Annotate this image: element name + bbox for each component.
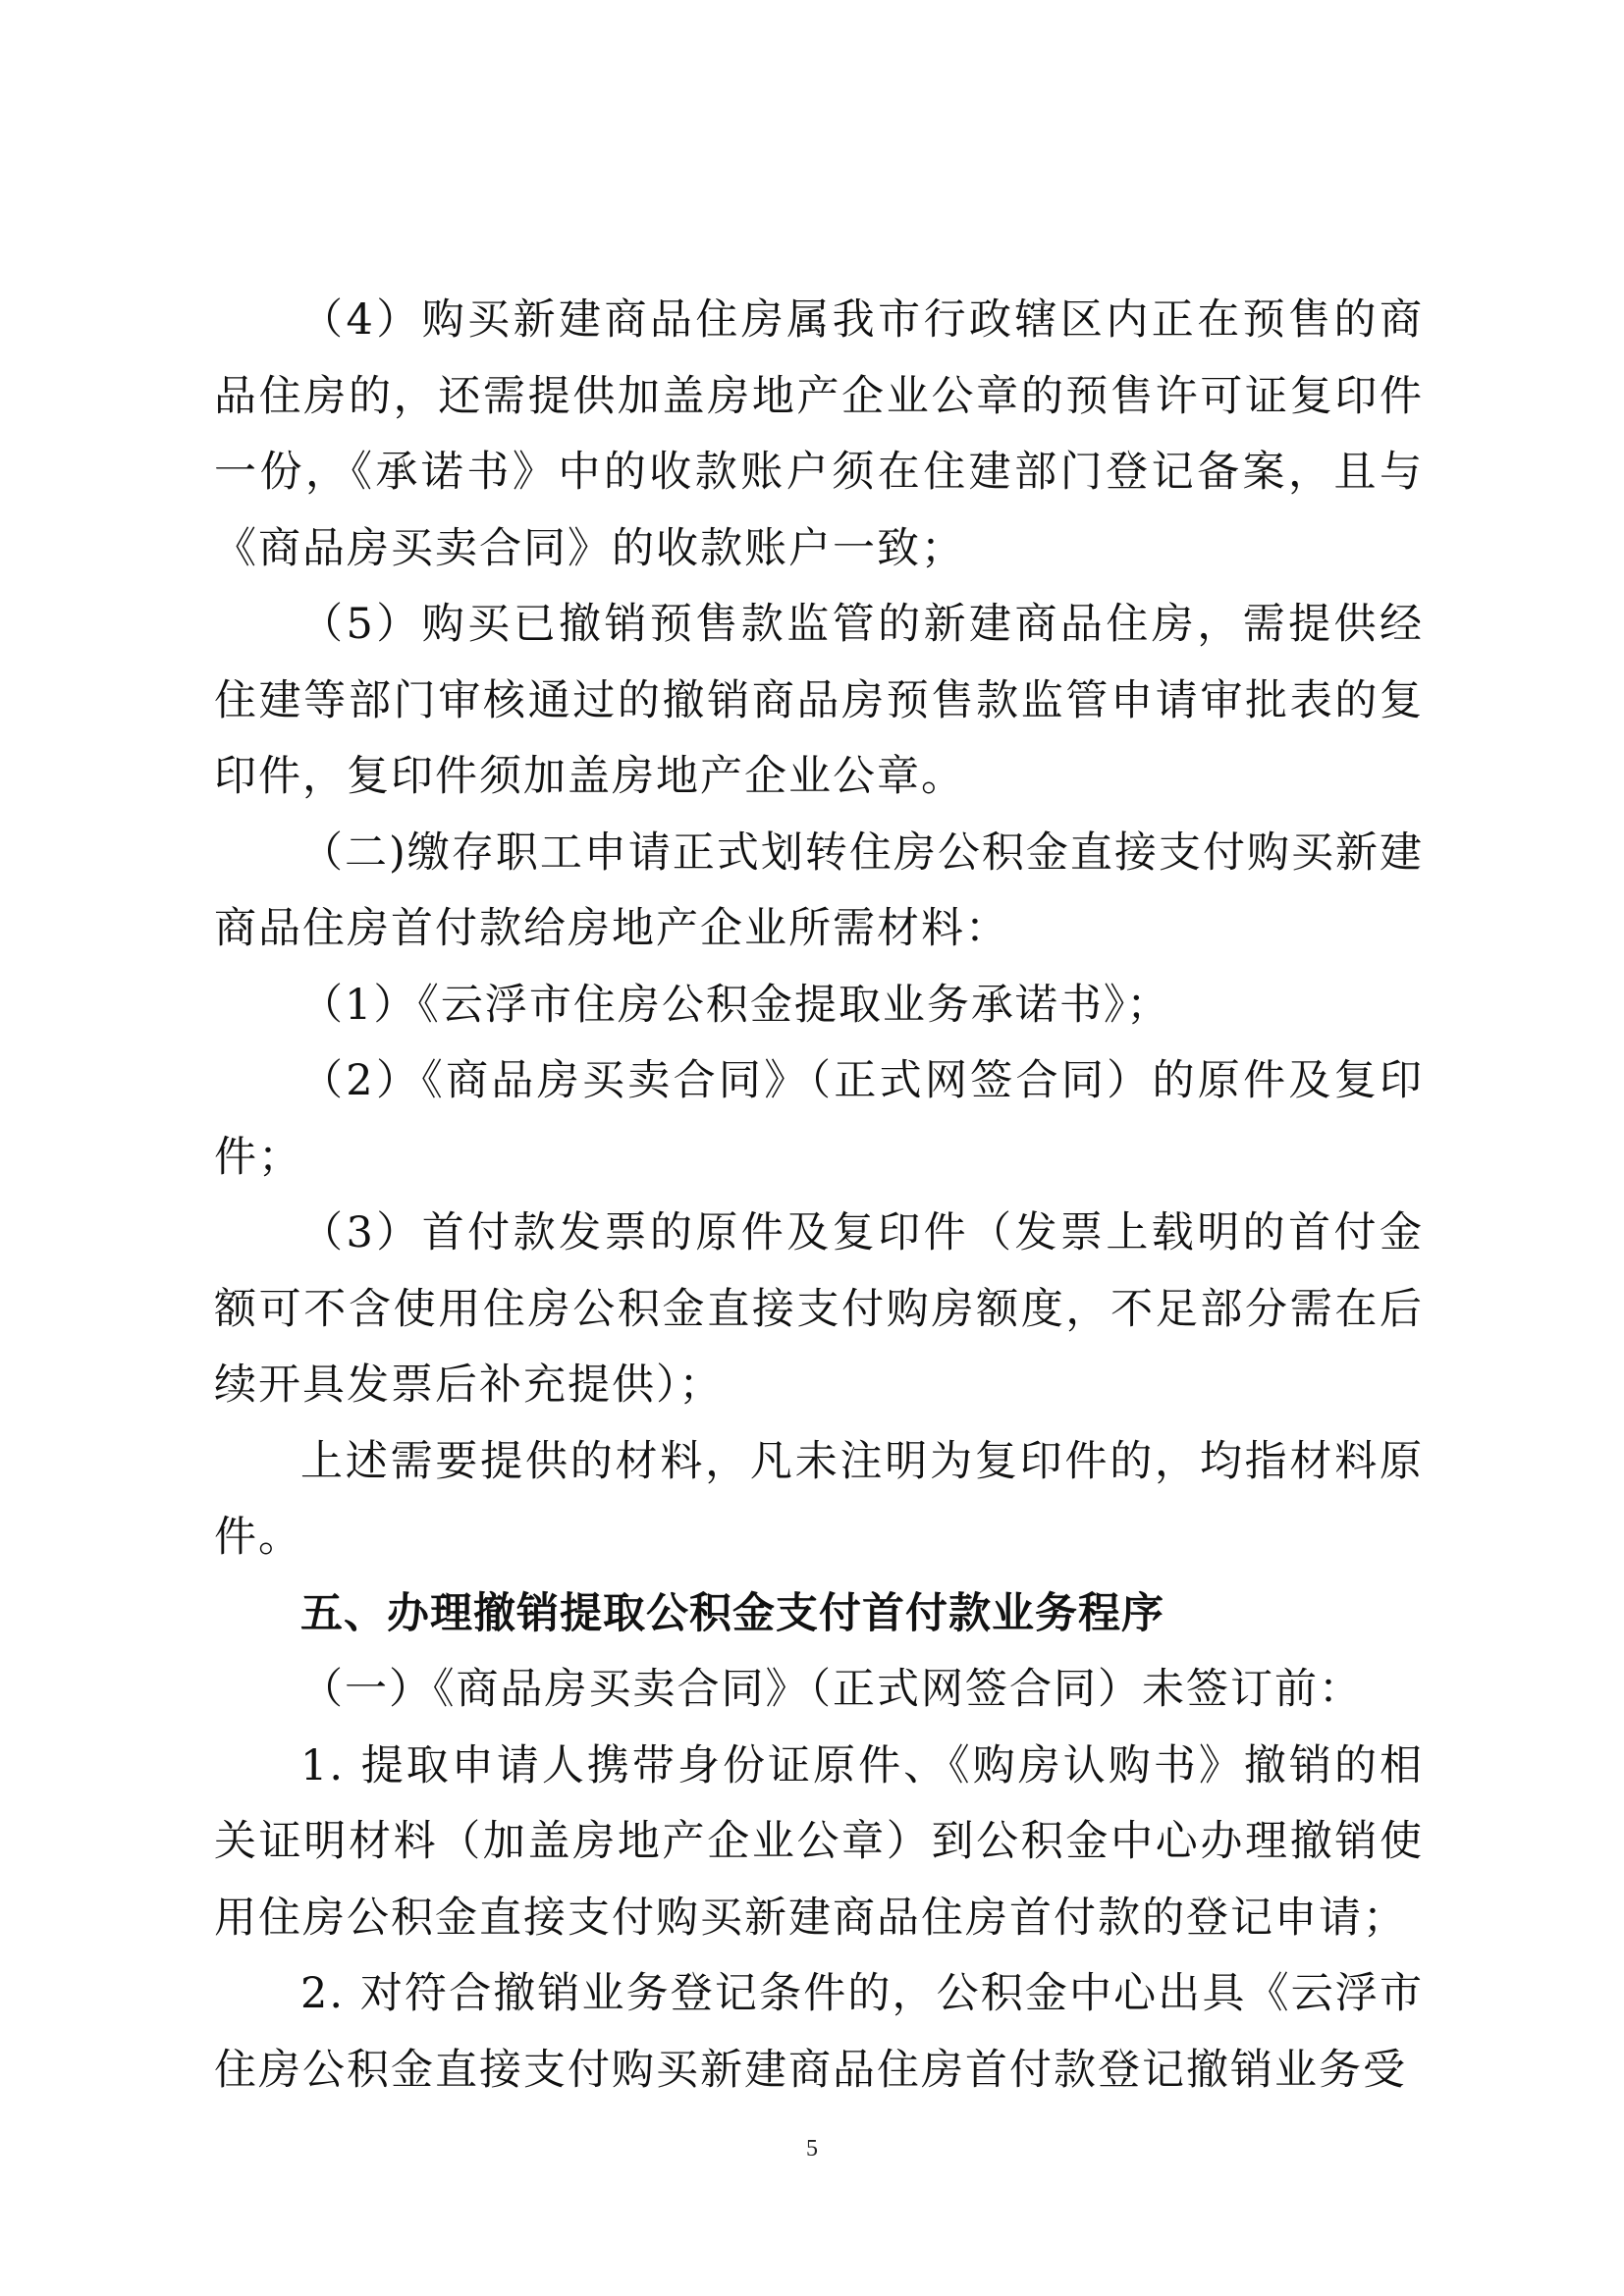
paragraph-materials-note: 上述需要提供的材料，凡未注明为复印件的，均指材料原件。 — [214, 1436, 1424, 1562]
paragraph-before-contract: （一）《商品房买卖合同》（正式网签合同）未签订前： — [300, 1665, 1363, 1714]
paragraph-material-3: （3）首付款发票的原件及复印件（发票上载明的首付金额可不含使用住房公积金直接支付购房额度，不足部分需在后续开具发票后补充提供）； — [214, 1208, 1424, 1410]
paragraph-step-1: 1. 提取申请人携带身份证原件、《购房认购书》撤销的相关证明材料（加盖房地产企业公章）到公积金中心办理撤销使用住房公积金直接支付购买新建商品住房首付款的登记申请； — [214, 1740, 1424, 1943]
paragraph-item-5: （5）购买已撤销预售款监管的新建商品住房，需提供经住建等部门审核通过的撤销商品房预售款监管申请审批表的复印件，复印件须加盖房地产企业公章。 — [214, 600, 1424, 801]
paragraph-step-2: 2. 对符合撤销业务登记条件的，公积金中心出具《云浮市住房公积金直接支付购买新建商品住房首付款登记撤销业务受 — [214, 1969, 1424, 2095]
section-heading: 五、办理撤销提取公积金支付首付款业务程序 — [300, 1588, 1164, 1638]
paragraph-section-2-intro: （二)缴存职工申请正式划转住房公积金直接支付购买新建商品住房首付款给房地产企业所需材料： — [214, 828, 1424, 953]
paragraph-item-4: （4）购买新建商品住房属我市行政辖区内正在预售的商品住房的，还需提供加盖房地产企业公章的预售许可证复印件一份，《承诺书》中的收款账户须在住建部门登记备案，且与《商品房买卖合同》的收款账户一致； — [214, 295, 1424, 573]
page-number: 5 — [806, 2136, 818, 2162]
document-body — [214, 283, 1424, 2109]
paragraph-material-1: （1）《云浮市住房公积金提取业务承诺书》； — [300, 980, 1171, 1030]
paragraph-material-2: （2）《商品房买卖合同》（正式网签合同）的原件及复印件； — [214, 1056, 1424, 1182]
